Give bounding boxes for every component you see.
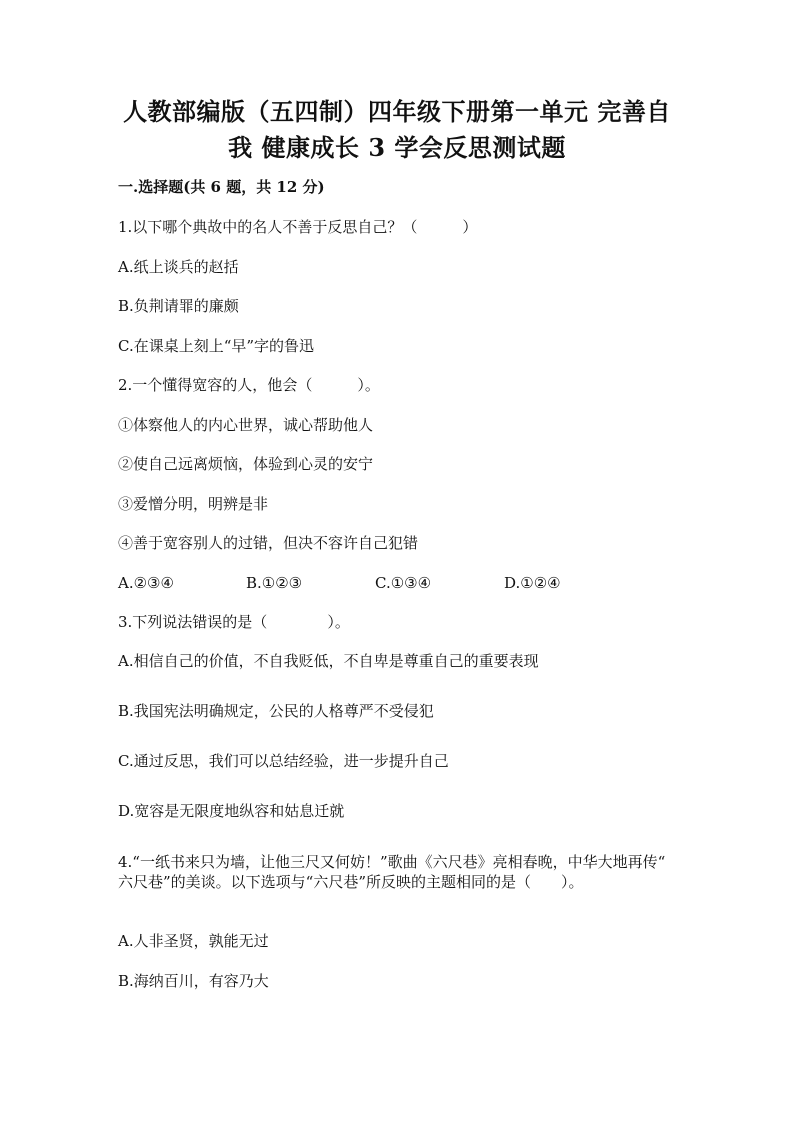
question-1-stem: 1.以下哪个典故中的名人不善于反思自己？（ ）	[118, 218, 478, 236]
question-3-option-c: C.通过反思，我们可以总结经验，进一步提升自己	[118, 752, 449, 770]
question-2-statement-3: ③爱憎分明，明辨是非	[118, 495, 269, 513]
question-4-option-a: A.人非圣贤，孰能无过	[118, 932, 269, 950]
section-heading: 一.选择题(共 6 题，共 12 分)	[118, 178, 325, 196]
page-title	[100, 94, 694, 166]
question-4-stem: 4.“一纸书来只为墙，让他三尺又何妨！”歌曲《六尺巷》亮相春晚，中华大地再传“ 六尺巷”的美谈。以下选项与“六尺巷”所反映的主题相同的是（ ）。	[118, 853, 666, 891]
question-3-option-d: D.宽容是无限度地纵容和姑息迁就	[118, 802, 345, 820]
question-3-option-b: B.我国宪法明确规定，公民的人格尊严不受侵犯	[118, 702, 434, 720]
question-1-option-a: A.纸上谈兵的赵括	[118, 258, 239, 276]
question-2-stem: 2.一个懂得宽容的人，他会（ ）。	[118, 376, 380, 394]
question-2-option-d: D.①②④	[504, 574, 561, 592]
title-line-2: 我 健康成长 3 学会反思测试题	[228, 133, 566, 162]
question-1-option-b: B.负荆请罪的廉颇	[118, 297, 239, 315]
question-1-option-c: C.在课桌上刻上“早”字的鲁迅	[118, 337, 315, 355]
question-3-option-a: A.相信自己的价值，不自我贬低，不自卑是尊重自己的重要表现	[118, 652, 539, 670]
question-2-option-a: A.②③④	[118, 574, 174, 592]
question-3-stem: 3.下列说法错误的是（ ）。	[118, 613, 350, 631]
title-line-1: 人教部编版（五四制）四年级下册第一单元 完善自	[123, 97, 671, 126]
question-4-option-b: B.海纳百川，有容乃大	[118, 972, 269, 990]
question-2-statement-2: ②使自己远离烦恼，体验到心灵的安宁	[118, 455, 374, 473]
question-2-option-c: C.①③④	[375, 574, 432, 592]
question-2-statement-4: ④善于宽容别人的过错，但决不容许自己犯错	[118, 534, 419, 552]
question-2-option-b: B.①②③	[246, 574, 303, 592]
question-2-statement-1: ①体察他人的内心世界，诚心帮助他人	[118, 416, 374, 434]
